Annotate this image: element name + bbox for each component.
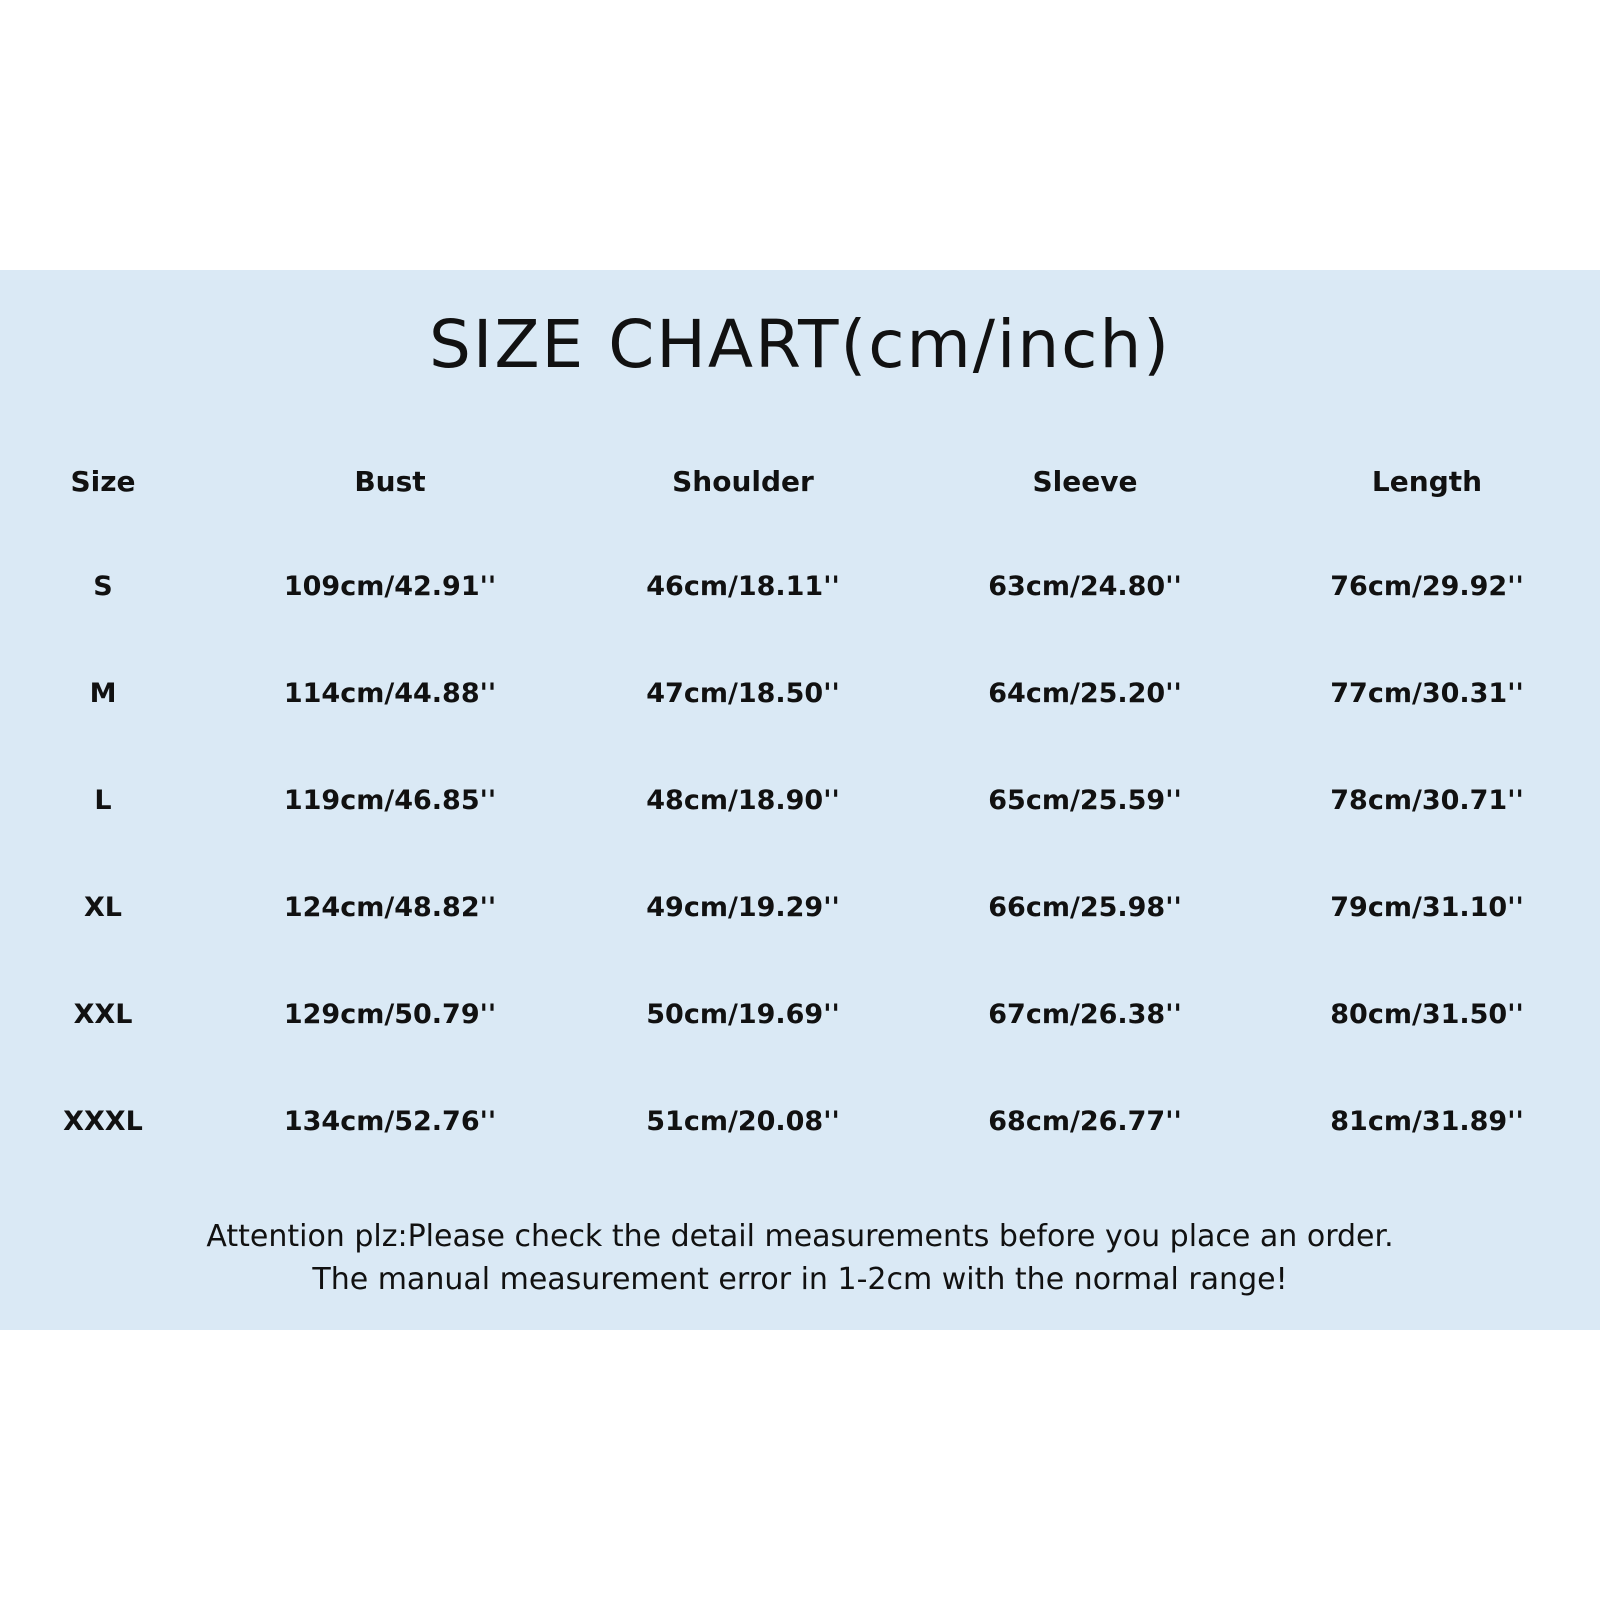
size-chart-panel	[0, 270, 1600, 1330]
size-label-cell: XXL	[73, 999, 133, 1030]
column-header-length: Length	[1371, 465, 1483, 498]
measurement-cell-bust: 119cm/46.85''	[283, 785, 497, 816]
measurement-cell-bust: 114cm/44.88''	[283, 678, 497, 709]
measurement-error-note: The manual measurement error in 1-2cm with the normal range!	[312, 1262, 1288, 1297]
measurement-cell-shoulder: 49cm/19.29''	[646, 892, 840, 923]
column-header-bust: Bust	[354, 465, 426, 498]
size-label-cell: S	[93, 571, 113, 602]
measurement-cell-shoulder: 47cm/18.50''	[646, 678, 840, 709]
measurement-cell-bust: 129cm/50.79''	[283, 999, 497, 1030]
attention-note: Attention plz:Please check the detail measurements before you place an order.	[206, 1219, 1394, 1254]
measurement-cell-sleeve: 66cm/25.98''	[988, 892, 1182, 923]
measurement-cell-length: 77cm/30.31''	[1330, 678, 1524, 709]
measurement-cell-sleeve: 63cm/24.80''	[988, 571, 1182, 602]
size-label-cell: XXXL	[63, 1106, 143, 1137]
size-chart-title: SIZE CHART(cm/inch)	[428, 306, 1172, 383]
measurement-cell-shoulder: 50cm/19.69''	[646, 999, 840, 1030]
column-header-shoulder: Shoulder	[672, 465, 814, 498]
measurement-cell-length: 81cm/31.89''	[1330, 1106, 1524, 1137]
measurement-cell-length: 78cm/30.71''	[1330, 785, 1524, 816]
measurement-cell-length: 76cm/29.92''	[1330, 571, 1524, 602]
measurement-cell-bust: 109cm/42.91''	[283, 571, 497, 602]
measurement-cell-length: 79cm/31.10''	[1330, 892, 1524, 923]
measurement-cell-sleeve: 65cm/25.59''	[988, 785, 1182, 816]
measurement-cell-bust: 124cm/48.82''	[283, 892, 497, 923]
measurement-cell-length: 80cm/31.50''	[1330, 999, 1524, 1030]
measurement-cell-shoulder: 51cm/20.08''	[646, 1106, 840, 1137]
measurement-cell-bust: 134cm/52.76''	[283, 1106, 497, 1137]
size-table	[0, 270, 1600, 1330]
measurement-cell-sleeve: 64cm/25.20''	[988, 678, 1182, 709]
measurement-cell-shoulder: 48cm/18.90''	[646, 785, 840, 816]
measurement-cell-shoulder: 46cm/18.11''	[646, 571, 840, 602]
column-header-size: Size	[70, 465, 136, 498]
size-label-cell: M	[89, 678, 117, 709]
measurement-cell-sleeve: 68cm/26.77''	[988, 1106, 1182, 1137]
column-header-sleeve: Sleeve	[1032, 465, 1138, 498]
size-label-cell: L	[94, 785, 112, 816]
size-label-cell: XL	[83, 892, 123, 923]
measurement-cell-sleeve: 67cm/26.38''	[988, 999, 1182, 1030]
